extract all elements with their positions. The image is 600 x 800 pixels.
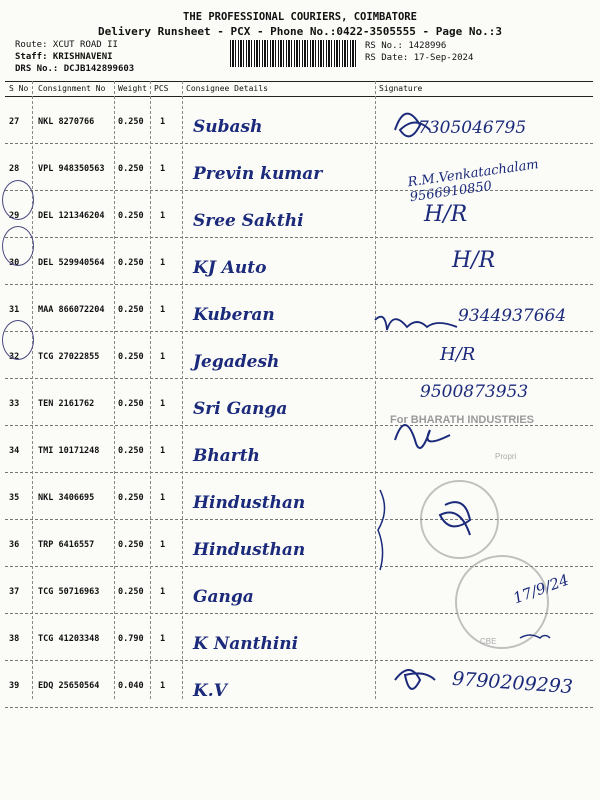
table-header xyxy=(5,81,593,97)
row-consignment: MAA 866072204 xyxy=(38,305,105,315)
signature-39: 9790209293 xyxy=(451,667,574,699)
row-weight: 0.250 xyxy=(118,258,144,268)
signature-28: R.M.Venkatachalam 9566910850 xyxy=(406,157,540,206)
row-weight: 0.250 xyxy=(118,305,144,315)
divider xyxy=(182,81,183,699)
row-consignment: VPL 948350563 xyxy=(38,164,105,174)
company-stamp: For BHARATH INDUSTRIES xyxy=(390,414,535,426)
row-weight: 0.250 xyxy=(118,164,144,174)
signature-27: 7305046795 xyxy=(418,118,527,138)
signature-32: H/R xyxy=(440,344,476,365)
divider xyxy=(375,81,376,699)
row-pcs: 1 xyxy=(160,352,166,362)
signature-33: 9500873953 xyxy=(420,382,529,402)
consignee-name: KJ Auto xyxy=(193,258,267,278)
row-consignment: TCG 41203348 xyxy=(38,634,100,644)
table-row xyxy=(5,426,593,473)
col-sno: S No xyxy=(9,84,29,93)
row-weight: 0.250 xyxy=(118,211,144,221)
row-pcs: 1 xyxy=(160,258,166,268)
consignee-name: Sree Sakthi xyxy=(193,211,304,231)
round-stamp xyxy=(420,480,499,559)
row-consignment: NKL 8270766 xyxy=(38,117,95,127)
row-consignment: NKL 3406695 xyxy=(38,493,95,503)
row-consignment: TEN 2161762 xyxy=(38,399,95,409)
row-consignment: DEL 529940564 xyxy=(38,258,105,268)
consignee-name: Ganga xyxy=(193,587,254,607)
row-sno: 27 xyxy=(9,117,20,127)
row-consignment: TMI 10171248 xyxy=(38,446,100,456)
consignee-name: K.V xyxy=(193,681,227,701)
stamp-proprietor: Propri xyxy=(495,452,517,461)
divider xyxy=(150,81,151,699)
consignee-name: Hindusthan xyxy=(193,493,306,513)
row-weight: 0.040 xyxy=(118,681,144,691)
row-pcs: 1 xyxy=(160,211,166,221)
row-sno: 38 xyxy=(9,634,20,644)
route-label: Route: XCUT ROAD II xyxy=(15,40,118,50)
stamp-cbe: CBE xyxy=(480,637,497,646)
rs-number: RS No.: 1428996 xyxy=(365,41,447,51)
row-pcs: 1 xyxy=(160,164,166,174)
signature-31: 9344937664 xyxy=(458,306,567,326)
row-pcs: 1 xyxy=(160,399,166,409)
barcode xyxy=(230,40,358,67)
row-weight: 0.250 xyxy=(118,399,144,409)
row-sno: 30 xyxy=(9,258,20,268)
row-consignment: TCG 27022855 xyxy=(38,352,100,362)
row-consignment: DEL 121346204 xyxy=(38,211,105,221)
signature-30: H/R xyxy=(452,248,496,273)
table-row xyxy=(5,191,593,238)
row-weight: 0.790 xyxy=(118,634,144,644)
signature-29: H/R xyxy=(424,202,468,227)
row-weight: 0.250 xyxy=(118,540,144,550)
row-consignment: TRP 6416557 xyxy=(38,540,95,550)
consignee-name: K Nanthini xyxy=(193,634,299,654)
signature-37: 17/9/24 xyxy=(510,570,572,608)
col-pcs: PCS xyxy=(154,84,169,93)
staff-label: Staff: KRISHNAVENI xyxy=(15,52,113,62)
consignee-name: Jegadesh xyxy=(193,352,280,372)
row-weight: 0.250 xyxy=(118,446,144,456)
row-sno: 36 xyxy=(9,540,20,550)
row-pcs: 1 xyxy=(160,587,166,597)
row-sno: 39 xyxy=(9,681,20,691)
consignee-name: Bharth xyxy=(193,446,260,466)
row-sno: 33 xyxy=(9,399,20,409)
row-sno: 31 xyxy=(9,305,20,315)
row-weight: 0.250 xyxy=(118,117,144,127)
row-pcs: 1 xyxy=(160,117,166,127)
row-sno: 34 xyxy=(9,446,20,456)
consignee-name: Sri Ganga xyxy=(193,399,288,419)
table-row xyxy=(5,473,593,520)
row-weight: 0.250 xyxy=(118,493,144,503)
row-pcs: 1 xyxy=(160,681,166,691)
table-row xyxy=(5,238,593,285)
round-stamp xyxy=(455,555,549,649)
row-weight: 0.250 xyxy=(118,352,144,362)
table-row xyxy=(5,332,593,379)
circle-mark xyxy=(2,180,34,220)
col-consignment: Consignment No xyxy=(38,84,106,93)
row-pcs: 1 xyxy=(160,305,166,315)
row-consignment: TCG 50716963 xyxy=(38,587,100,597)
consignee-name: Subash xyxy=(193,117,263,137)
col-details: Consignee Details xyxy=(186,84,268,93)
row-sno: 28 xyxy=(9,164,20,174)
consignee-name: Kuberan xyxy=(193,305,275,325)
row-sno: 32 xyxy=(9,352,20,362)
row-pcs: 1 xyxy=(160,493,166,503)
row-pcs: 1 xyxy=(160,540,166,550)
divider xyxy=(32,81,33,699)
row-sno: 37 xyxy=(9,587,20,597)
header-company: THE PROFESSIONAL COURIERS, COIMBATORE xyxy=(183,11,417,23)
row-pcs: 1 xyxy=(160,634,166,644)
rs-date: RS Date: 17-Sep-2024 xyxy=(365,53,474,63)
row-sno: 29 xyxy=(9,211,20,221)
consignee-name: Hindusthan xyxy=(193,540,306,560)
circle-mark xyxy=(2,320,34,360)
circle-mark xyxy=(2,226,34,266)
consignee-name: Previn kumar xyxy=(193,164,323,184)
row-consignment: EDQ 25650564 xyxy=(38,681,100,691)
col-weight: Weight xyxy=(118,84,147,93)
col-signature: Signature xyxy=(379,84,423,93)
row-pcs: 1 xyxy=(160,446,166,456)
row-sno: 35 xyxy=(9,493,20,503)
header-title: Delivery Runsheet - PCX - Phone No.:0422-3505555 - Page No.:3 xyxy=(98,25,502,38)
divider xyxy=(114,81,115,699)
row-weight: 0.250 xyxy=(118,587,144,597)
drs-number: DRS No.: DCJB142899603 xyxy=(15,64,135,74)
